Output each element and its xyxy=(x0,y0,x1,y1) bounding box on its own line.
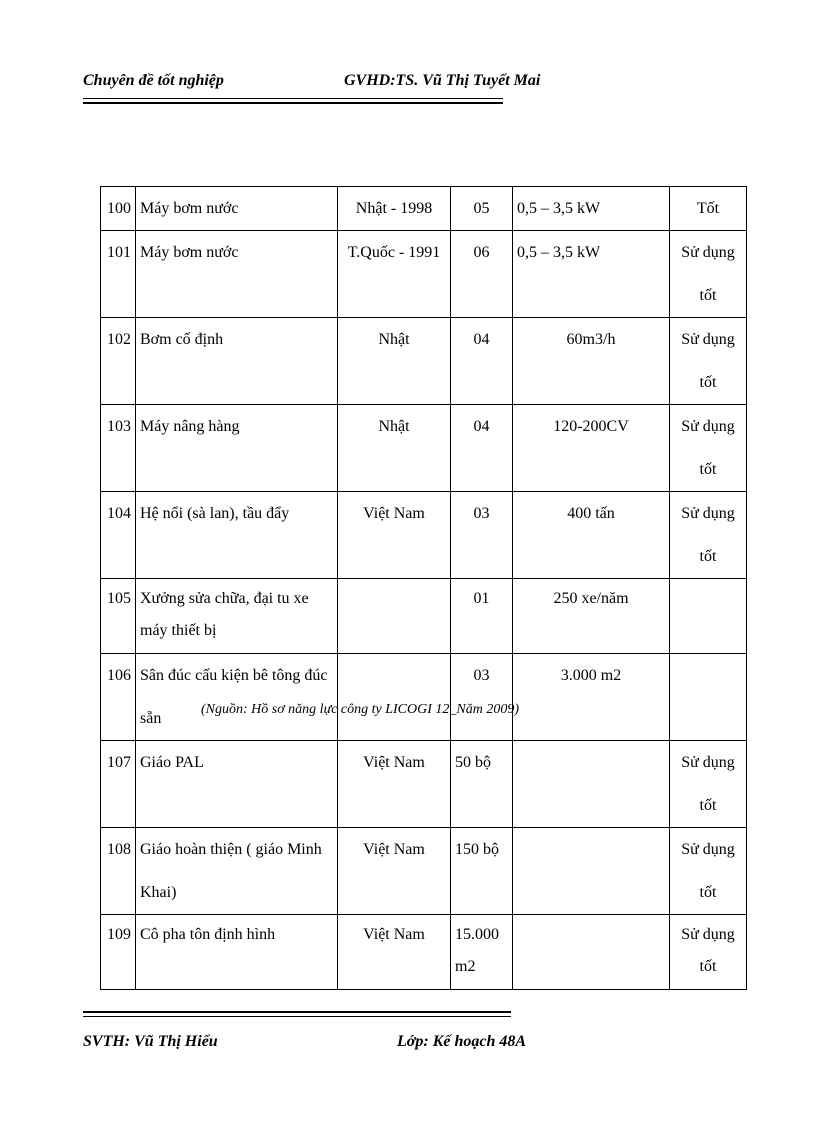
table-row xyxy=(101,231,747,318)
cell-origin: Việt Nam xyxy=(338,915,451,990)
cell-equipment-name: Cô pha tôn định hình xyxy=(136,915,338,990)
cell-origin: Việt Nam xyxy=(338,828,451,915)
table-row xyxy=(101,741,747,828)
cell-status xyxy=(670,579,747,654)
cell-status: Tốt xyxy=(670,187,747,231)
cell-equipment-name: Giáo hoàn thiện ( giáo Minh Khai) xyxy=(136,828,338,915)
cell-origin xyxy=(338,579,451,654)
cell-no: 102 xyxy=(101,318,136,405)
cell-capacity: 400 tấn xyxy=(513,492,670,579)
cell-quantity: 06 xyxy=(451,231,513,318)
cell-origin: Việt Nam xyxy=(338,741,451,828)
cell-quantity: 03 xyxy=(451,654,513,741)
cell-equipment-name: Xưởng sửa chữa, đại tu xe máy thiết bị xyxy=(136,579,338,654)
cell-origin xyxy=(338,654,451,741)
cell-origin: Nhật xyxy=(338,405,451,492)
header-divider xyxy=(83,98,503,99)
cell-equipment-name: Giáo PAL xyxy=(136,741,338,828)
cell-status: Sử dụng tốt xyxy=(670,492,747,579)
cell-capacity: 250 xe/năm xyxy=(513,579,670,654)
equipment-table xyxy=(100,186,747,990)
cell-quantity: 150 bộ xyxy=(451,828,513,915)
cell-equipment-name: Hệ nổi (sà lan), tầu đẩy xyxy=(136,492,338,579)
cell-status: Sử dụng tốt xyxy=(670,915,747,990)
footer-student: SVTH: Vũ Thị Hiểu xyxy=(83,1033,218,1050)
table-row xyxy=(101,654,747,741)
cell-no: 100 xyxy=(101,187,136,231)
cell-equipment-name: Sân đúc cấu kiện bê tông đúc sẵn xyxy=(136,654,338,741)
table-row xyxy=(101,579,747,654)
cell-status: Sử dụng tốt xyxy=(670,405,747,492)
cell-quantity: 01 xyxy=(451,579,513,654)
table-row xyxy=(101,187,747,231)
cell-origin: Nhật xyxy=(338,318,451,405)
cell-no: 108 xyxy=(101,828,136,915)
cell-equipment-name: Máy nâng hàng xyxy=(136,405,338,492)
cell-origin: Nhật - 1998 xyxy=(338,187,451,231)
cell-quantity: 50 bộ xyxy=(451,741,513,828)
cell-capacity: 120-200CV xyxy=(513,405,670,492)
cell-no: 107 xyxy=(101,741,136,828)
header-divider-thick xyxy=(83,102,503,104)
cell-no: 103 xyxy=(101,405,136,492)
cell-origin: Việt Nam xyxy=(338,492,451,579)
cell-quantity: 15.000 m2 xyxy=(451,915,513,990)
table-row xyxy=(101,405,747,492)
cell-no: 106 xyxy=(101,654,136,741)
cell-equipment-name: Bơm cố định xyxy=(136,318,338,405)
cell-capacity xyxy=(513,741,670,828)
table-row xyxy=(101,915,747,990)
table-row xyxy=(101,828,747,915)
equipment-table-body xyxy=(101,187,747,990)
header-left-title: Chuyên đề tốt nghiệp xyxy=(83,72,224,89)
cell-status xyxy=(670,654,747,741)
footer-divider-thick xyxy=(83,1011,511,1013)
header-right-supervisor: GVHD:TS. Vũ Thị Tuyết Mai xyxy=(344,72,541,89)
footer-class: Lớp: Kế hoạch 48A xyxy=(397,1033,527,1050)
cell-status: Sử dụng tốt xyxy=(670,741,747,828)
cell-no: 105 xyxy=(101,579,136,654)
footer-divider xyxy=(83,1016,511,1017)
cell-capacity: 0,5 – 3,5 kW xyxy=(513,231,670,318)
cell-capacity: 3.000 m2 xyxy=(513,654,670,741)
cell-status: Sử dụng tốt xyxy=(670,231,747,318)
table-row xyxy=(101,492,747,579)
cell-equipment-name: Máy bơm nước xyxy=(136,231,338,318)
cell-quantity: 04 xyxy=(451,405,513,492)
cell-no: 104 xyxy=(101,492,136,579)
cell-status: Sử dụng tốt xyxy=(670,828,747,915)
cell-equipment-name: Máy bơm nước xyxy=(136,187,338,231)
cell-no: 101 xyxy=(101,231,136,318)
source-note: (Nguồn: Hồ sơ năng lực công ty LICOGI 12_Năm 2009) xyxy=(200,702,520,717)
cell-capacity: 60m3/h xyxy=(513,318,670,405)
cell-status: Sử dụng tốt xyxy=(670,318,747,405)
cell-capacity xyxy=(513,828,670,915)
cell-origin: T.Quốc - 1991 xyxy=(338,231,451,318)
cell-quantity: 03 xyxy=(451,492,513,579)
table-row xyxy=(101,318,747,405)
cell-quantity: 05 xyxy=(451,187,513,231)
cell-quantity: 04 xyxy=(451,318,513,405)
cell-no: 109 xyxy=(101,915,136,990)
cell-capacity: 0,5 – 3,5 kW xyxy=(513,187,670,231)
cell-capacity xyxy=(513,915,670,990)
